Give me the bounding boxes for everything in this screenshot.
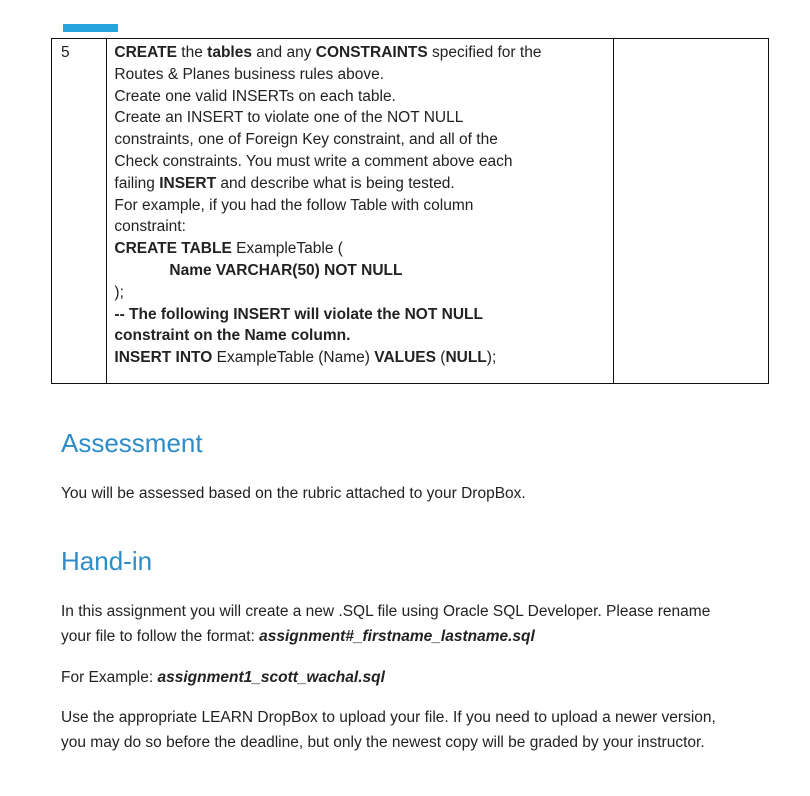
code-comment: constraint on the Name column. <box>114 327 351 345</box>
task-line: CREATE the tables and any CONSTRAINTS specified for the <box>114 44 542 61</box>
example-paragraph: For Example: assignment1_scott_wachal.sql <box>61 669 385 686</box>
table-row <box>52 39 769 384</box>
assessment-text: You will be assessed based on the rubric attached to your DropBox. <box>61 485 526 502</box>
empty-cell <box>614 39 769 384</box>
code-line: Name VARCHAR(50) NOT NULL <box>169 261 403 279</box>
task-number: 5 <box>52 39 107 384</box>
task-line: Create an INSERT to violate one of the NOT NULL <box>114 109 464 127</box>
task-line: Create one valid INSERTs on each table. <box>114 87 396 105</box>
upload-paragraph: Use the appropriate LEARN DropBox to upload your file. If you need to upload a newer version, you may do so before the deadline, but only the newest copy will be graded by your instructor. <box>61 709 716 751</box>
code-line: ); <box>114 283 124 301</box>
task-line: Check constraints. You must write a comment above each <box>114 152 513 170</box>
task-table <box>51 38 769 384</box>
code-line: INSERT INTO ExampleTable (Name) VALUES (NULL); <box>114 349 497 367</box>
handin-paragraph: In this assignment you will create a new .SQL file using Oracle SQL Developer. Please rename your file to follow the format: assignment#_firstname_lastname.sql <box>61 603 711 645</box>
handin-heading: Hand-in <box>61 546 153 576</box>
code-comment: -- The following INSERT will violate the NOT NULL <box>114 305 483 323</box>
task-line: failing INSERT and describe what is being tested. <box>114 174 455 192</box>
code-line: CREATE TABLE ExampleTable ( <box>114 240 343 258</box>
task-line: constraints, one of Foreign Key constraint, and all of the <box>114 131 498 149</box>
task-line: Routes & Planes business rules above. <box>114 65 385 83</box>
format-filename: assignment#_firstname_lastname.sql <box>259 628 535 645</box>
task-line: For example, if you had the follow Table with column <box>114 196 474 214</box>
example-filename: assignment1_scott_wachal.sql <box>157 669 385 686</box>
assessment-heading: Assessment <box>61 428 203 458</box>
task-line: constraint: <box>114 218 186 236</box>
task-description <box>107 39 614 384</box>
accent-bar <box>63 24 118 32</box>
